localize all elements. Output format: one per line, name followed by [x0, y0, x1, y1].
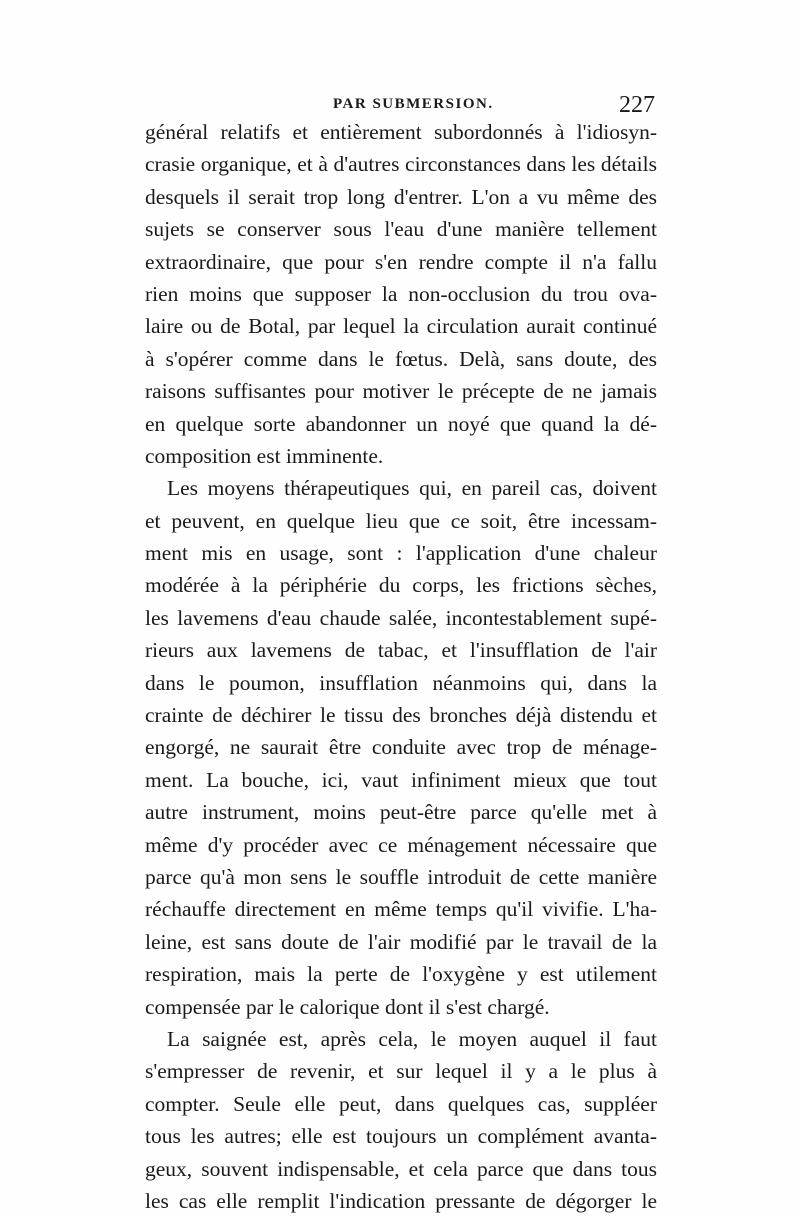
text-line: crasie organique, et à d'autres circonstances dans les détails — [145, 152, 657, 177]
text-line: tous les autres; elle est toujours un complément avanta- — [145, 1124, 657, 1149]
text-line: autre instrument, moins peut-être parce qu'elle met à — [145, 800, 657, 825]
body-text — [145, 116, 657, 1217]
text-line: compensée par le calorique dont il s'est chargé. — [145, 994, 550, 1019]
text-line: général relatifs et entièrement subordonnés à l'idiosyn- — [145, 120, 657, 144]
running-title: PAR SUBMERSION. — [333, 96, 494, 112]
text-line: les cas elle remplit l'indication pressante de dégorger le — [145, 1188, 657, 1213]
text-line: La saignée est, après cela, le moyen auquel il faut — [167, 1026, 657, 1051]
text-line: composition est imminente. — [145, 443, 384, 468]
text-line: à s'opérer comme dans le fœtus. Delà, sans doute, des — [145, 346, 657, 371]
text-line: compter. Seule elle peut, dans quelques cas, suppléer — [145, 1091, 657, 1116]
text-line: raisons suffisantes pour motiver le précepte de ne jamais — [145, 379, 657, 404]
text-line: crainte de déchirer le tissu des bronches déjà distendu et — [145, 703, 657, 728]
text-line: et peuvent, en quelque lieu que ce soit, être incessam- — [145, 508, 657, 533]
running-head — [145, 92, 655, 118]
text-line: dans le poumon, insufflation néanmoins qui, dans la — [145, 670, 657, 695]
text-line: extraordinaire, que pour s'en rendre compte il n'a fallu — [145, 249, 657, 274]
text-line: modérée à la périphérie du corps, les frictions sèches, — [145, 573, 657, 598]
text-line: laire ou de Botal, par lequel la circulation aurait continué — [145, 314, 657, 339]
text-line: parce qu'à mon sens le souffle introduit de cette manière — [145, 864, 657, 889]
text-line: rien moins que supposer la non-occlusion du trou ova- — [145, 281, 657, 306]
text-line: s'empresser de revenir, et sur lequel il y a le plus à — [145, 1059, 657, 1084]
text-line: en quelque sorte abandonner un noyé que quand la dé- — [145, 411, 657, 436]
text-line: ment mis en usage, sont : l'application d'une chaleur — [145, 541, 657, 566]
text-line: Les moyens thérapeutiques qui, en pareil cas, doivent — [167, 476, 657, 501]
text-line: réchauffe directement en même temps qu'il vivifie. L'ha- — [145, 897, 657, 922]
text-line: les lavemens d'eau chaude salée, incontestablement supé- — [145, 605, 657, 630]
page-number: 227 — [619, 92, 655, 118]
text-line: même d'y procéder avec ce ménagement nécessaire que — [145, 832, 657, 857]
text-line: ment. La bouche, ici, vaut infiniment mieux que tout — [145, 767, 657, 792]
text-line: rieurs aux lavemens de tabac, et l'insufflation de l'air — [145, 638, 657, 663]
text-line: geux, souvent indispensable, et cela parce que dans tous — [145, 1156, 657, 1181]
text-line: sujets se conserver sous l'eau d'une manière tellement — [145, 217, 657, 242]
text-line: engorgé, ne saurait être conduite avec trop de ménage- — [145, 735, 657, 760]
text-line: desquels il serait trop long d'entrer. L'on a vu même des — [145, 184, 657, 209]
text-line: respiration, mais la perte de l'oxygène y est utilement — [145, 962, 657, 987]
text-line: leine, est sans doute de l'air modifié par le travail de la — [145, 929, 657, 954]
